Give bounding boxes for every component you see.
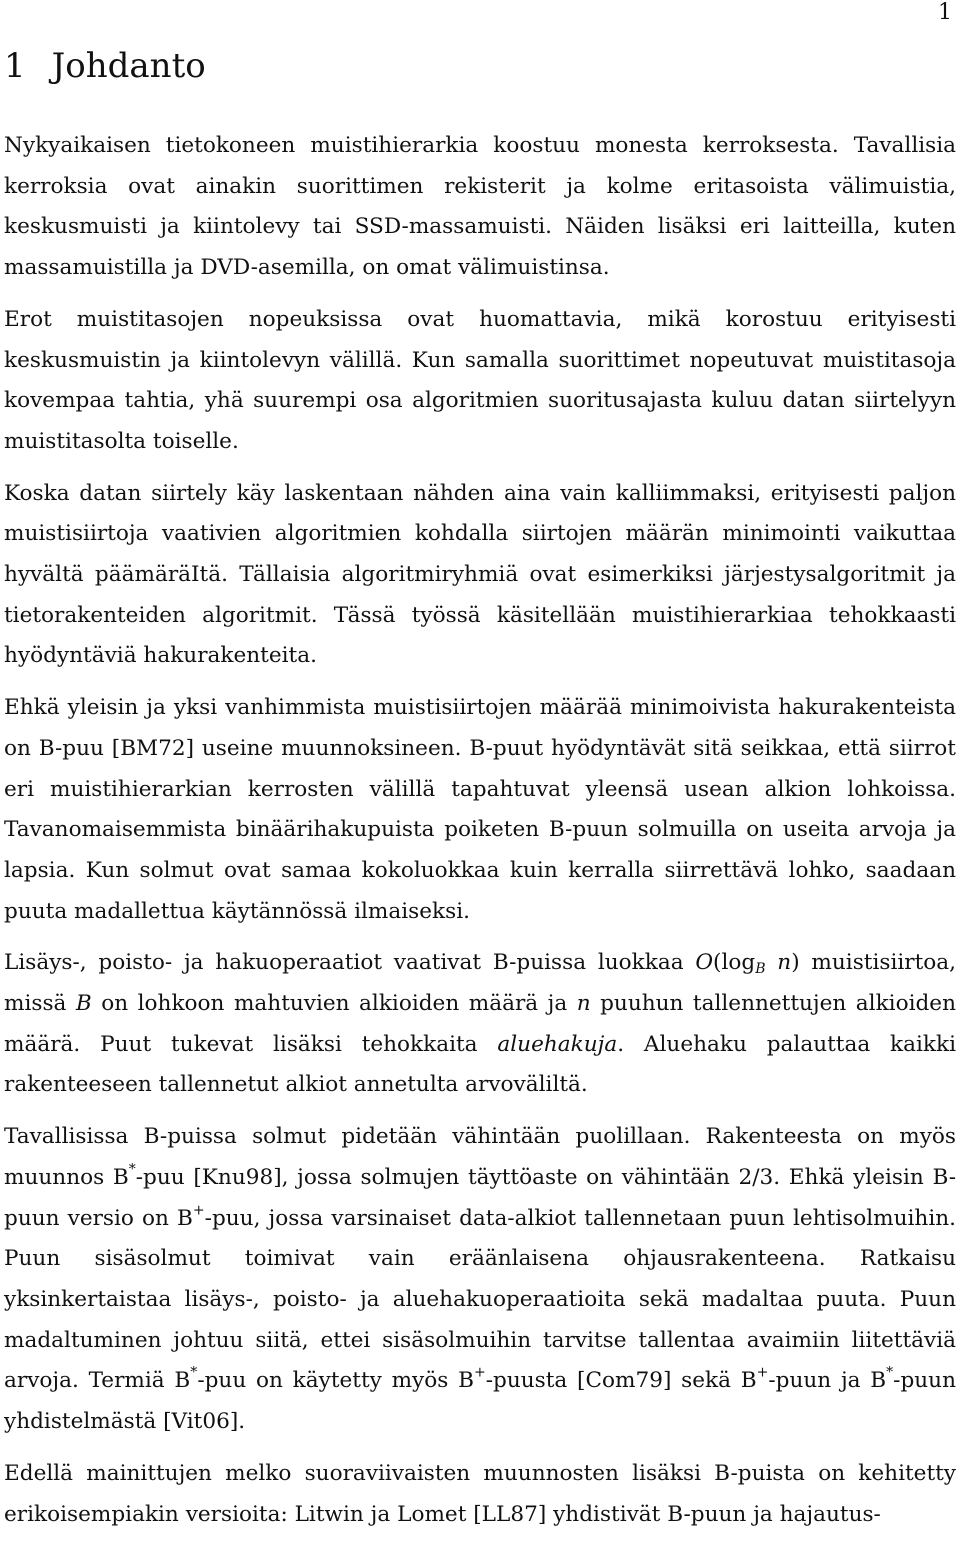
- paragraph-4: Ehkä yleisin ja yksi vanhimmista muistisiirtojen määrää minimoivista hakurakenteista on B-puu [BM72] useine muunnoksineen. B-puut hyödyntävät sitä seikkaa, että siirrot eri muistihierarkian kerrosten välillä tapahtuvat yleensä usean alkion lohkoissa. Tavanomaisemmista binäärihakupuista poiketen B-puun solmuilla on useita arvoja ja lapsia. Kun solmut ovat samaa kokoluokkaa kuin kerralla siirrettävä lohko, saadaan puuta madallettua käytännössä ilmaiseksi.: [4, 695, 956, 924]
- var-n: n: [576, 991, 591, 1017]
- section-title-text: Johdanto: [51, 46, 206, 86]
- paragraph-2: Erot muistitasojen nopeuksissa ovat huomattavia, mikä korostuu erityisesti keskusmuistin ja kiintolevyn välillä. Kun samalla suorittimet nopeutuvat muistitasoja kovempaa tahtia, yhä suurempi osa algoritmien suoritusajasta kuluu datan siirtelyyn muistitasolta toiselle.: [4, 306, 956, 454]
- paragraph-1: Nykyaikaisen tietokoneen muistihierarkia koostuu monesta kerroksesta. Tavallisia kerroksia ovat ainakin suorittimen rekisterit ja kolme eritasoista välimuistia, keskusmuisti ja kiintolevy tai SSD-massamuisti. Näiden lisäksi eri laitteilla, kuten massamuistilla ja DVD-asemilla, on omat välimuistinsa.: [4, 133, 956, 281]
- section-number: 1: [4, 46, 26, 86]
- paragraph-3: Koska datan siirtely käy laskentaan nähden aina vain kalliimmaksi, erityisesti paljon muistisiirtoja vaativien algoritmien kohdalla siirtojen määrän minimointi vaikuttaa hyvältä päämäräItä. Tällaisia algoritmiryhmiä ovat esimerkiksi järjestysalgoritmit ja tietorakenteiden algoritmit. Tässä työssä käsitellään muistihierarkiaa tehokkaasti hyödyntäviä hakurakenteita.: [4, 480, 956, 669]
- paragraph-7: Edellä mainittujen melko suoraviivaisten muunnosten lisäksi B-puista on kehitetty erikoisempiakin versioita: Litwin ja Lomet [LL87] yhdistivät B-puun ja hajautus-: [4, 1460, 956, 1527]
- paragraph-5: Lisäys-, poisto- ja hakuoperaatiot vaativat B-puissa luokkaa $O(\log_B$ n) muistisiirtoa, missä B on lohkoon mahtuvien alkioiden määrä ja n puuhun tallennettujen alkioiden määrä. Puut tukevat lisäksi tehokkaita aluehakuja. Aluehaku palauttaa kaikki rakenteeseen tallennetut alkiot annetulta arvoväliltä.: [4, 950, 956, 1098]
- section-title: [4, 44, 206, 88]
- page-number: 1: [938, 0, 952, 25]
- body-text: [4, 126, 956, 1546]
- var-B: B: [75, 991, 92, 1017]
- emphasis-aluehakuja: aluehakuja: [497, 1031, 618, 1057]
- paragraph-6: Tavallisissa B-puissa solmut pidetään vähintään puolillaan. Rakenteesta on myös muunnos B*-puu [Knu98], jossa solmujen täyttöaste on vähintään 2/3. Ehkä yleisin B-puun versio on B+-puu, jossa varsinaiset data-alkiot tallennetaan puun lehtisolmuihin. Puun sisäsolmut toimivat vain eräänlaisena ohjausrakenteena. Ratkaisu yksinkertaistaa lisäys-, poisto- ja aluehakuoperaatioita sekä madaltaa puuta. Puun madaltuminen johtuu siitä, ettei sisäsolmuihin tarvitse tallentaa avaimiin liitettäviä arvoja. Termiä B*-puu on käytetty myös B+-puusta [Com79] sekä B+-puun ja B*-puun yhdistelmästä [Vit06].: [4, 1124, 957, 1435]
- big-o-notation: $O(\log_B$ n): [695, 950, 800, 978]
